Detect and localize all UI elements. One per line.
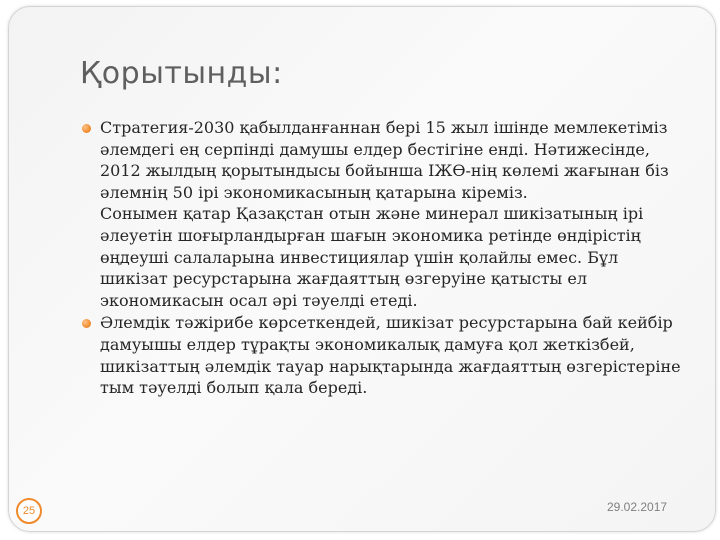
bullet-icon [82, 319, 91, 328]
slide-content [78, 117, 688, 399]
paragraph: Стратегия-2030 қабылданғаннан бері 15 жыл ішінде мемлекетіміз әлемдегі ең серпінді дамушы елдер бестігіне енді. Нәтижесінде, 2012 жылдың қорытындысы бойынша ІЖӨ-нің көлемі жағынан біз әлемнің 50 ірі экономикасының қатарына кіреміз. [100, 118, 669, 202]
bullet-item [78, 117, 688, 311]
page-number-badge: 25 [16, 498, 42, 524]
slide-date: 29.02.2017 [607, 500, 668, 514]
bullet-item [78, 312, 688, 398]
bullet-icon [82, 124, 91, 133]
slide-title: Қорытынды: [80, 56, 283, 91]
paragraph: Әлемдік тәжірибе көрсеткендей, шикізат ресурстарына бай кейбір дамуышы елдер тұрақты экономикалық дамуға қол жеткізбей, шикізаттың әлемдік тауар нарықтарында жағдаяттың өзгерістеріне тым тәуелді болып қала береді. [100, 313, 681, 398]
paragraph: Сонымен қатар Қазақстан отын және минерал шикізатының ірі әлеуетін шоғырландырған шағын экономика ретінде өндірістің өңдеуші салаларына инвестициялар үшін қолайлы емес. Бұл шикізат ресурстарына жағдаяттың өзгеруіне қатысты ел экономикасын осал әрі тәуелді етеді. [100, 204, 644, 310]
